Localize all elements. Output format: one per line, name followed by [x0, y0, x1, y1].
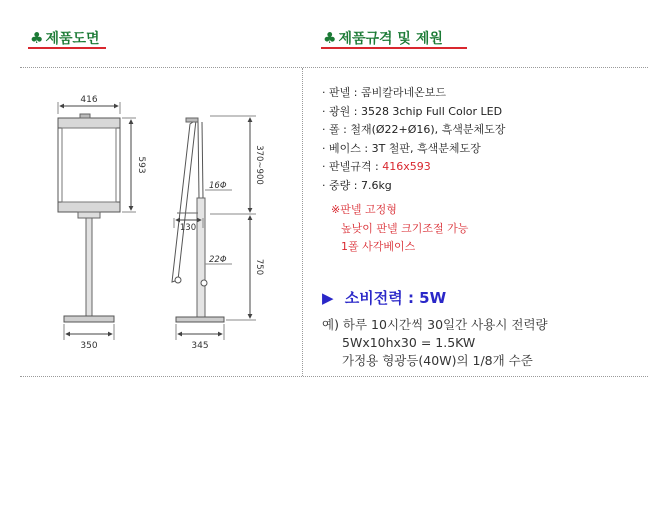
pole-lower-diameter-label: 22Φ — [209, 255, 227, 265]
spec-section-header — [323, 28, 443, 48]
spec-light-source: · 광원 : 3528 3chip Full Color LED — [322, 104, 503, 118]
note-fixed-panel: ※판넬 고정형 — [331, 203, 397, 216]
vertical-divider — [302, 68, 303, 376]
spec-panel-size — [322, 158, 505, 177]
club-suit-icon: ♣ — [323, 29, 337, 47]
drawing-header-underline — [28, 47, 106, 49]
front-height-label: 593 — [136, 156, 146, 174]
height-adjust-label: 370~900 — [254, 145, 264, 185]
power-consumption — [322, 287, 446, 308]
product-drawing — [0, 68, 300, 388]
spec-weight: · 중량 : 7.6kg — [322, 178, 392, 192]
drawing-section-header — [30, 28, 100, 48]
spec-panel: · 판넬 : 콤비칼라네온보드 — [322, 86, 446, 99]
note-adjustable: 높낮이 판넬 크기조절 가능 — [341, 221, 469, 235]
example-line-1: 예) 하루 10시간씩 30일간 사용시 전력량 — [322, 317, 548, 332]
side-offset-label: 130 — [179, 223, 197, 233]
spec-base: · 베이스 : 3T 철판, 흑색분체도장 — [322, 141, 481, 155]
front-view — [58, 114, 120, 322]
spec-panel-size-label: · 판넬규격 : — [322, 160, 383, 173]
power-consumption-label: 소비전력 : 5W — [344, 289, 447, 307]
club-suit-icon: ♣ — [30, 29, 44, 47]
example-line-3: 가정용 형광등(40W)의 1/8개 수준 — [342, 353, 533, 368]
example-line-2: 5Wx10hx30 = 1.5KW — [342, 335, 476, 350]
spec-panel-size-value: 416x593 — [382, 160, 431, 173]
spec-list — [322, 84, 505, 195]
spec-section-title: 제품규격 및 제원 — [338, 31, 443, 47]
spec-pole: · 폴 : 철재(Ø22+Ø16), 흑색분체도장 — [322, 123, 506, 136]
play-arrow-icon: ▶ — [322, 289, 334, 307]
spec-header-underline — [321, 47, 467, 49]
side-base-width-label: 345 — [191, 341, 209, 351]
front-width-label: 416 — [80, 95, 98, 105]
front-base-width-label: 350 — [80, 341, 98, 351]
spec-notes — [331, 201, 468, 257]
power-example — [322, 316, 548, 370]
note-square-base: 1폴 사각베이스 — [341, 240, 416, 253]
drawing-section-title: 제품도면 — [45, 31, 100, 47]
lower-height-label: 750 — [254, 258, 264, 276]
pole-upper-diameter-label: 16Φ — [209, 181, 227, 191]
